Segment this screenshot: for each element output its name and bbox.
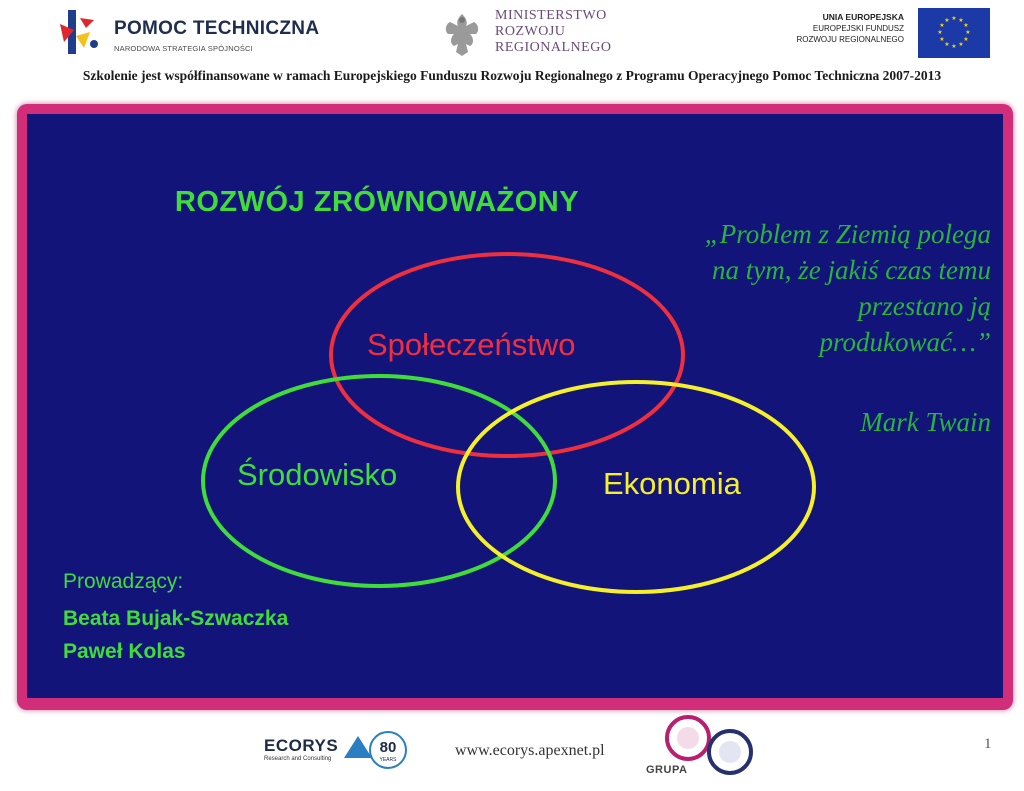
- pomoc-techniczna-emblem-icon: [54, 6, 106, 58]
- svg-text:★: ★: [958, 41, 964, 48]
- quote-line-4: produkować…”: [819, 327, 991, 357]
- svg-text:★: ★: [951, 15, 957, 22]
- venn-label-spoleczenstwo: Społeczeństwo: [367, 327, 576, 362]
- cofinancing-notice: Szkolenie jest współfinansowane w ramach Europejskiego Funduszu Rozwoju Regionalnego z Programu Operacyjnego Pomoc Techniczna 2007-2013: [82, 68, 942, 83]
- svg-text:★: ★: [958, 17, 964, 24]
- presenters: [63, 570, 288, 668]
- ecorys-badge-sub: YEARS: [379, 757, 397, 763]
- quote: [631, 216, 991, 360]
- page-number: 1: [984, 736, 992, 752]
- slide: [27, 114, 1003, 698]
- pomoc-techniczna-logo: [54, 6, 320, 60]
- svg-text:★: ★: [965, 29, 971, 36]
- ecorys-name: ECORYS: [264, 736, 339, 755]
- pomoc-techniczna-title: POMOC TECHNICZNA: [114, 18, 320, 39]
- grupa-text: GRUPA: [646, 764, 688, 776]
- quote-line-3: przestano ją: [858, 291, 991, 321]
- svg-text:★: ★: [939, 22, 945, 29]
- presenters-label: Prowadzący:: [63, 570, 184, 593]
- ministry-line-1: MINISTERSTWO: [495, 8, 607, 23]
- svg-text:★: ★: [951, 43, 957, 50]
- svg-text:★: ★: [944, 17, 950, 24]
- svg-text:★: ★: [944, 41, 950, 48]
- ministry-line-2: ROZWOJU: [495, 24, 566, 39]
- slide-frame: [17, 104, 1013, 710]
- venn-label-ekonomia: Ekonomia: [603, 466, 741, 501]
- ecorys-80-years-badge-icon: [368, 730, 408, 770]
- ecorys-logo: [264, 728, 414, 780]
- quote-line-2: na tym, że jakiś czas temu: [712, 255, 991, 285]
- polish-eagle-icon: [440, 10, 484, 60]
- ministry-logo: [440, 6, 640, 62]
- eu-text: [796, 12, 904, 45]
- pomoc-techniczna-subtitle: NARODOWA STRATEGIA SPÓJNOŚCI: [114, 44, 253, 53]
- grupa-apex-logo: [646, 712, 756, 786]
- ministry-name: [495, 8, 611, 56]
- presenter-name-2: Paweł Kolas: [63, 640, 186, 663]
- quote-author: Mark Twain: [860, 407, 991, 437]
- eu-line-2: EUROPEJSKI FUNDUSZ: [812, 24, 904, 33]
- svg-text:★: ★: [937, 29, 943, 36]
- quote-line-1: „Problem z Ziemią polega: [704, 219, 991, 249]
- svg-text:★: ★: [963, 36, 969, 43]
- eu-line-3: ROZWOJU REGIONALNEGO: [796, 35, 904, 44]
- svg-text:★: ★: [939, 36, 945, 43]
- footer-url[interactable]: www.ecorys.apexnet.pl: [455, 742, 605, 759]
- header-logos: [0, 0, 1024, 66]
- eu-logo: [780, 8, 990, 60]
- svg-text:★: ★: [963, 22, 969, 29]
- ecorys-subtitle: Research and Consulting: [264, 756, 332, 762]
- ministry-line-3: REGIONALNEGO: [495, 40, 612, 55]
- venn-label-srodowisko: Środowisko: [237, 457, 398, 492]
- presenter-name-1: Beata Bujak-Szwaczka: [63, 607, 289, 630]
- eu-flag-icon: [918, 8, 990, 58]
- slide-title: ROZWÓJ ZRÓWNOWAŻONY: [174, 186, 580, 218]
- ecorys-badge-number: 80: [379, 739, 397, 756]
- eu-line-1: UNIA EUROPEJSKA: [822, 12, 904, 22]
